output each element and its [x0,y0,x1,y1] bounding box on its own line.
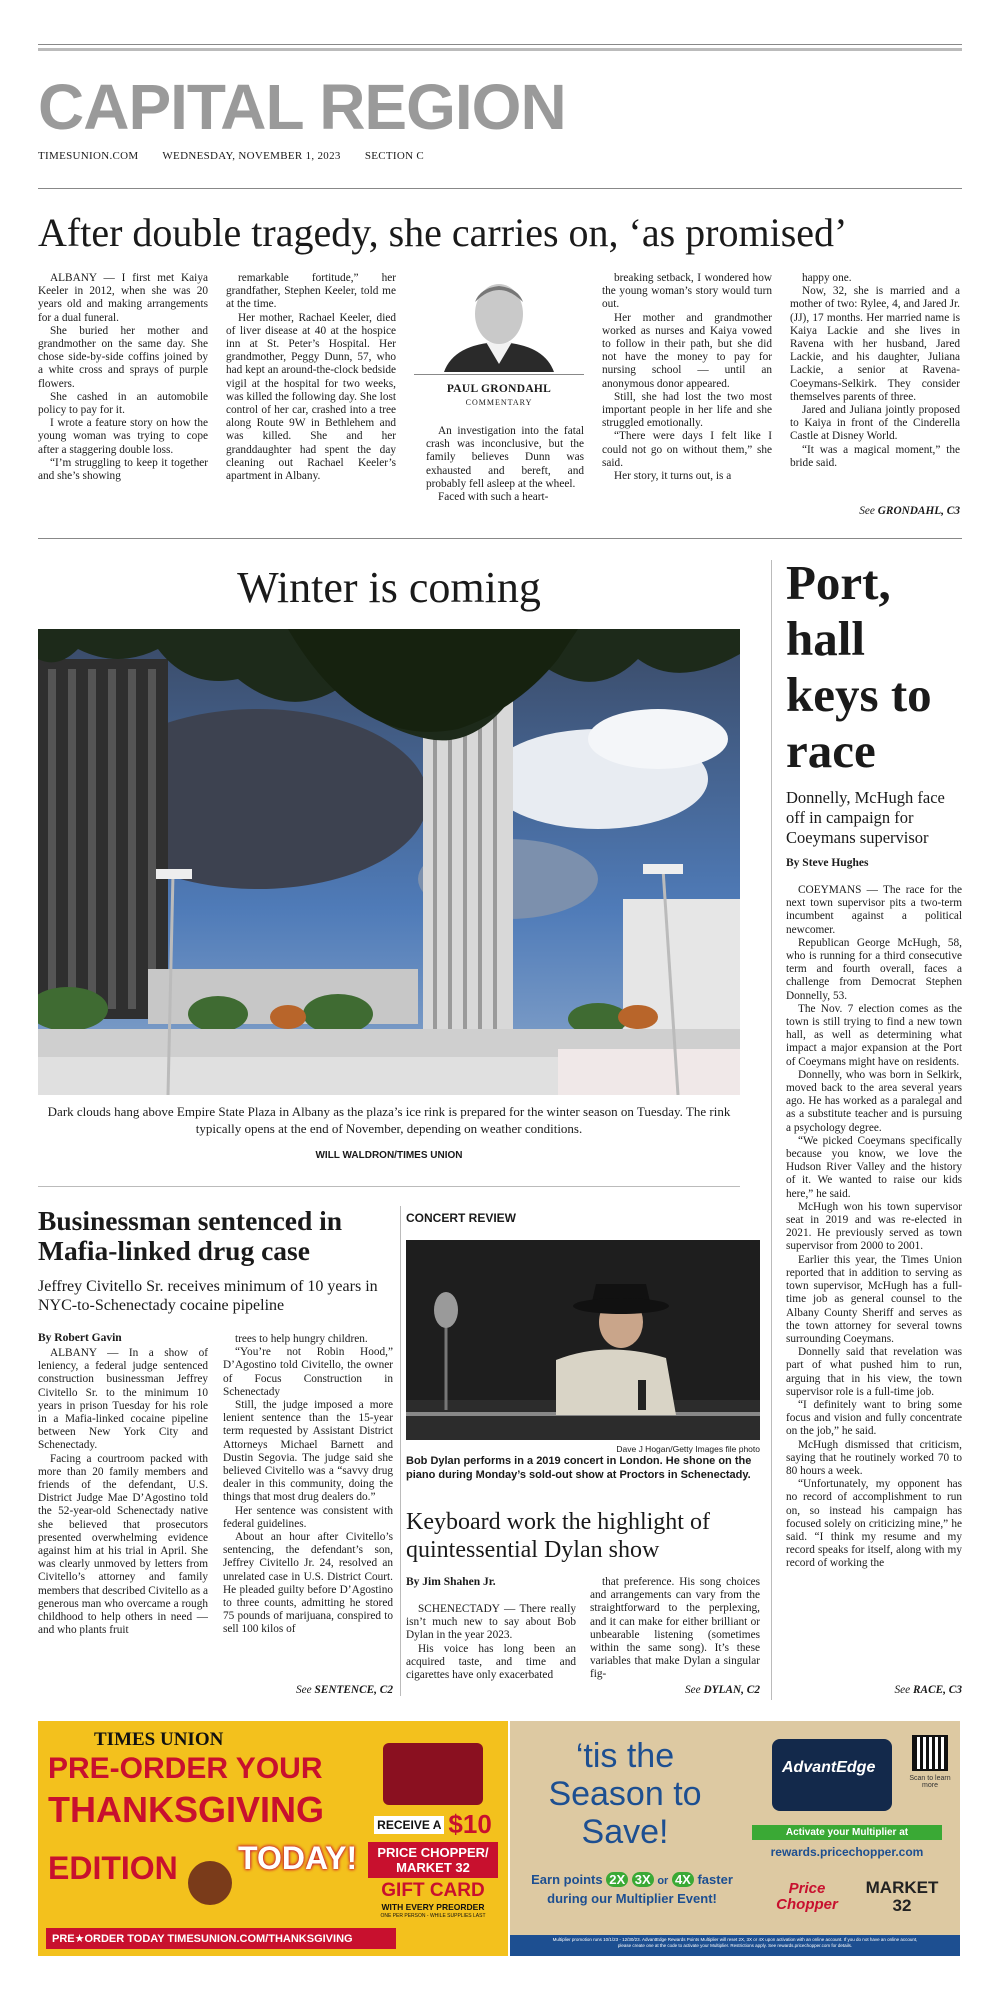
paragraph: “Unfortunately, my opponent has no record of accomplishment to run on, so instead his campaign has focused solely on criticizing mine,” he said. “I think my resume and my record speaks for itself, along with my record of working the [786,1478,962,1570]
paragraph: Facing a courtroom packed with more than 20 family members and friends of the defendant, U.S. District Judge Mae D’Agostino told the 52-year-old Schenectady native she believed that prosecutors presented overwhelming evidence against him at his trial in April. She was clearly unmoved by letters from Civitello’s attorney and family members that described Civitello as a generous man who overcame a rough childhood to help others in need —and who plants fruit [38,1452,208,1637]
story3-col1 [406,1603,576,1698]
ad1-receive: RECEIVE A [374,1816,444,1834]
paragraph: trees to help hungry children. [235,1333,368,1345]
ad1-store: PRICE CHOPPER/ MARKET 32 [368,1842,498,1878]
story2-deck: Jeffrey Civitello Sr. receives minimum of 10 years in NYC-to-Schenectady cocaine pipeline [38,1278,378,1314]
site-url[interactable]: TIMESUNION.COM [38,150,139,162]
ad2-fine: Multiplier promotion runs 10/1/23 - 12/30/23. AdvantEdge Rewards Points Multiplier will reset 2X, 3X or 4X upon activation with an online account. If you do not have an online account, please create one at the code to activate your Multiplier. Restrictions apply. See rewards.pricechopper.com for details. [510,1935,960,1956]
paragraph: Her mother and grandmother worked as nurses and Kaiya vowed to follow in their path, but she did not have the money to pay for nursing school — until an anonymous donor appeared. [602,311,772,390]
paragraph: The Nov. 7 election comes as the town is still trying to find a new town hall, as well as determining what impact a major expansion at the Port of Coeymans might have on residents. [786,1002,962,1068]
ad2-scan: Scan to learn more [909,1775,951,1789]
paragraph: Earlier this year, the Times Union reported that in addition to serving as town supervisor, McHugh has a full-time job as general counsel to the Albany County Sheriff and serves as the town attorney for several towns surrounding Coeymans. [786,1253,962,1345]
ad1-gift: GIFT CARD [381,1880,485,1901]
thanksgiving-ad[interactable] [38,1721,508,1956]
paragraph: Her story, it turns out, is a [614,470,732,483]
qr-code-icon[interactable] [912,1735,948,1771]
story3-kicker: CONCERT REVIEW [406,1211,517,1225]
paragraph: SCHENECTADY — There really isn’t much new to say about Bob Dylan in the year 2023. [406,1603,576,1642]
dylan-caption: Bob Dylan performs in a 2019 concert in London. He shone on the piano during Monday’s sold-out show at Proctors in Schenectady. [406,1455,752,1481]
multiplier-2x: 2X [606,1872,628,1887]
paragraph: “You’re not Robin Hood,” D’Agostino told Civitello, the owner of Focus Construction in Schenectady [223,1346,393,1398]
paragraph: remarkable fortitude,” her grandfather, Stephen Keeler, told me at the time. [226,272,396,311]
ad2-title3: Save! [581,1813,669,1851]
ad2-title2: Season to [548,1775,702,1813]
ad1-amount: $10 [448,1809,492,1839]
price-chopper-ad[interactable]: ‘tis the Season to Save! Earn points 2X 3X or 4X faster during our Multiplier Event! AdvantEdge Scan to learn more Activate your Multiplier at rewards.pricechopper.com Price Chopper MARKET 32 Multiplier promotion runs 10/1/23 - 12/30/23. AdvantEdge Rewards Points Multiplier will reset 2X, 3X or 4X upon activation with an online account. If you do not have an online account, please create one at the code to activate your Multiplier. Restrictions apply. See rewards.pricechopper.com for details. [510,1721,960,1956]
multiplier-3x: 3X [632,1872,654,1887]
paragraph: I wrote a feature story on how the young woman was trying to cope after a staggering double loss. [38,417,208,456]
story1-col2 [226,272,396,522]
paragraph: Jared and Juliana jointly proposed to Kaiya in front of the Cinderella Castle at Disney World. [790,404,960,443]
dylan-photo [406,1240,760,1440]
section-title: CAPITAL REGION [38,71,566,143]
paragraph: His voice has long been an acquired taste, and time and cigarettes have only exacerbated [406,1642,576,1682]
ad2-card: AdvantEdge [782,1759,876,1776]
ad2-faster: faster [697,1872,733,1887]
paragraph: Republican George McHugh, 58, who is running for a third consecutive term and fourth overall, faces a challenge from Democrat Stephen Donnelly, 53. [786,936,962,1002]
columnist-name[interactable]: PAUL GRONDAHL [446,383,552,395]
paragraph: An investigation into the fatal crash was inconclusive, but the family believes Dunn was exhausted and bereft, and probably fell asleep at the wheel. [426,425,584,490]
paragraph: About an hour after Civitello’s sentencing, the defendant’s son, Jeffrey Civitello Jr. 24, resolved an unrelated case in U.S. District Court. He pleaded guilty before D’Agostino to three counts, admitting he stored 75 pounds of marijuana, conspired to sell 100 kilos of [223,1531,393,1636]
paragraph: Now, 32, she is married and a mother of two: Rylee, 4, and Jared Jr. (JJ), 17 months. Her married name is Kaiya Lackie and she lives in Ravena with her husband, Jared Lackie, and his daughter, Juliana Lackie, a senior at Ravena-Coeymans-Selkirk. They consider themselves parents of three. [790,285,960,403]
ad2-title1: ‘tis the [575,1737,675,1775]
photo-caption: Dark clouds hang above Empire State Plaza in Albany as the plaza’s ice rink is prepared for the winter season on Tuesday. The rink typically opens at the end of November, depending on weather conditions. [47,1104,731,1136]
paragraph: She cashed in an automobile policy to pay for it. [38,390,208,417]
paragraph: “I definitely want to bring some focus and vision and fully concentrate on the job,” he said. [786,1398,962,1438]
paragraph: ALBANY — In a show of leniency, a federal judge sentenced construction businessman Jeffrey Civitello Sr. to the minimum 10 years in prison Tuesday for his role in a Mafia-linked cocaine pipeline between New York City and Schenectady. [38,1347,208,1452]
ad1-line3: EDITION [48,1850,178,1886]
ad1-line2: THANKSGIVING [48,1789,325,1830]
story3-headline[interactable]: Keyboard work the highlight of quintessential Dylan show [406,1509,710,1563]
paragraph: “There were days I felt like I could not go on without them,” she said. [602,430,772,469]
story2-headline[interactable]: Businessman sentenced in Mafia-linked drug case [38,1205,343,1266]
story3-col2 [590,1576,760,1684]
multiplier-4x: 4X [672,1872,694,1887]
paragraph: Faced with such a heart- [438,491,549,504]
issue-date: WEDNESDAY, NOVEMBER 1, 2023 [162,150,341,162]
story4-deck: Donnelly, McHugh face off in campaign for Coeymans supervisor [786,788,945,847]
story2-jump[interactable]: See SENTENCE, C2 [296,1684,393,1696]
columnist-portrait [414,272,584,372]
paragraph: that preference. His song choices and arrangements can vary from the straightforward to the perplexing, and it can make for either brilliant or unbearable listening (sometimes within the same song). It’s these variables that make Dylan a singular fig- [590,1576,760,1681]
ad1-footer[interactable]: PRE★ORDER TODAY TIMESUNION.COM/THANKSGIVING [46,1928,396,1949]
gift-card-image [383,1743,483,1805]
ad1-with: WITH EVERY PREORDER [381,1902,485,1912]
ad1-fine: ONE PER PERSON - WHILE SUPPLIES LAST [380,1913,486,1919]
columnist-label: COMMENTARY [465,398,533,407]
story1-jump[interactable]: See GRONDAHL, C3 [859,505,960,517]
story2-byline[interactable]: By Robert Gavin [38,1332,122,1344]
section-label: SECTION C [364,150,425,162]
story3-byline[interactable]: By Jim Shahen Jr. [406,1576,496,1588]
dylan-photo-credit: Dave J Hogan/Getty Images file photo [616,1444,760,1454]
photo-credit: WILL WALDRON/TIMES UNION [315,1150,463,1161]
story4-body [786,884,962,1684]
story4-jump[interactable]: See RACE, C3 [894,1684,962,1696]
photo-headline[interactable]: Winter is coming [237,563,541,612]
story2-col2 [223,1333,393,1683]
story1-col1 [38,272,208,522]
paragraph: Still, she had lost the two most important people in her life and she struggled emotionally. [602,390,772,430]
ad1-line4: TODAY! [238,1840,358,1876]
paragraph: McHugh dismissed that criticism, saying that he routinely worked 70 to 80 hours a week. [786,1438,962,1477]
paragraph: Donnelly said that revelation was part of what pushed him to run, arguing that in his view, the town supervisor role is a full-time job. [786,1346,962,1398]
paragraph: Still, the judge imposed a more lenient sentence than the 15-year term requested by Assistant District Attorneys Michael Barnett and Dustin Segovia. The judge said she believed Civitello was a “savvy drug dealer in this community, doing the things that most drug dealers do.” [223,1399,393,1504]
story1-headline[interactable]: After double tragedy, she carries on, ‘as promised’ [38,210,848,255]
ad2-during: during our Multiplier Event! [547,1891,717,1906]
paragraph: “I’m struggling to keep it together and she’s showing [38,456,208,483]
ad2-logo2: MARKET 32 [865,1878,939,1915]
story2-col1 [38,1347,208,1697]
story1-col5 [790,272,960,508]
paragraph: She buried her mother and grandmother on the same day. She chose side-by-side coffins joined by a white cross and sprays of purple flowers. [38,324,208,390]
story4-byline[interactable]: By Steve Hughes [786,857,869,869]
paragraph: “We picked Coeymans specifically because you know, we love the Hudson River Valley and the history of it. We wanted to raise our kids here,” he said. [786,1134,962,1200]
paragraph: McHugh won his town supervisor seat in 2019 and was re-elected in 2021. He previously served as town supervisor from 2000 to 2001. [786,1200,962,1253]
advantedge-card [772,1739,892,1811]
ad1-brand: TIMES UNION [94,1729,224,1750]
paragraph: “It was a magical moment,” the bride said. [790,443,960,469]
paragraph: breaking setback, I wondered how the young woman’s story would turn out. [602,272,772,311]
columnist-block [414,272,584,422]
paragraph: happy one. [802,272,852,284]
ad2-url[interactable]: rewards.pricechopper.com [770,1845,924,1859]
paragraph: COEYMANS — The race for the next town supervisor pits a two-term incumbent against a political newcomer. [786,884,962,936]
turkey-icon [188,1861,232,1905]
story1-col4 [602,272,772,522]
story3-jump[interactable]: See DYLAN, C2 [684,1684,760,1696]
paragraph: Donnelly, who was born in Selkirk, moved back to the area several years ago. He has worked as a paralegal and as a substitute teacher and is pursuing a psychology degree. [786,1068,962,1134]
ad1-line1: PRE-ORDER YOUR [48,1752,323,1785]
story4-headline[interactable]: Port, hall keys to race [786,555,932,778]
plaza-photo [38,629,740,1095]
ad2-earn: Earn points [531,1872,603,1887]
dateline [38,150,424,162]
ad2-logo1: Price Chopper [776,1880,838,1913]
paragraph: Her sentence was consistent with federal guidelines. [223,1504,393,1530]
ad2-activate: Activate your Multiplier at [752,1825,942,1840]
paragraph: Her mother, Rachael Keeler, died of liver disease at 40 at the hospice inn at St. Peter’s Hospital. Her grandmother, Peggy Dunn, 57, who had kept an around-the-clock bedside vigil at the hospital for two weeks, was killed the following day. She lost control of her car, crashed into a tree along Route 9W in Bethlehem and was killed. She and her granddaughter had spent the day cleaning out Rachael Keeler’s apartment in Albany. [226,311,396,483]
story1-col3 [426,425,584,523]
paragraph: ALBANY — I first met Kaiya Keeler in 2012, when she was 20 years old and making arrangements for a dual funeral. [38,272,208,324]
